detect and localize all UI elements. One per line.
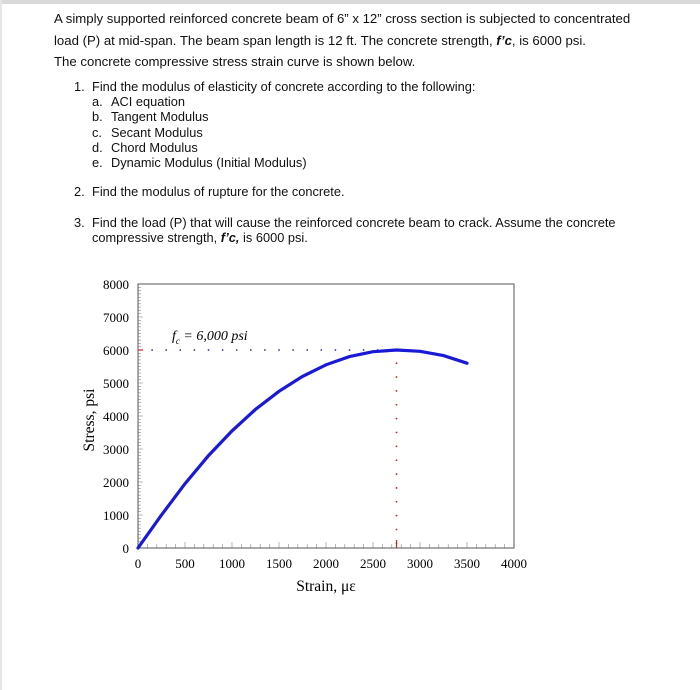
list-item: a. ACI equation (92, 94, 185, 110)
ref-dot-horizontal (250, 349, 252, 351)
y-tick-label: 2000 (103, 475, 129, 490)
top-border (0, 0, 700, 4)
ref-dot-vertical (396, 487, 398, 489)
x-tick-label: 1000 (219, 556, 245, 571)
intro-line-3: The concrete compressive stress strain curve is shown below. (54, 54, 416, 69)
question-text: Find the modulus of rupture for the concrete. (92, 184, 345, 199)
ref-dot-horizontal (292, 349, 294, 351)
list-item: e. Dynamic Modulus (Initial Modulus) (92, 155, 307, 171)
ref-dot-vertical (396, 459, 398, 461)
list-item: b. Tangent Modulus (92, 109, 209, 125)
x-tick-label: 2000 (313, 556, 339, 571)
y-tick-label: 7000 (103, 310, 129, 325)
ref-dot-vertical (396, 501, 398, 503)
x-tick-label: 1500 (266, 556, 292, 571)
ref-dot-vertical (396, 404, 398, 406)
stress-strain-curve (138, 350, 467, 548)
y-tick-labels (103, 277, 129, 556)
annotation-rest: = 6,000 psi (179, 329, 248, 344)
ref-dot-vertical (396, 418, 398, 420)
ref-dot-horizontal (208, 349, 210, 351)
x-tick-label: 3000 (407, 556, 433, 571)
ref-dot-horizontal (306, 349, 308, 351)
x-tick-label: 0 (134, 556, 142, 571)
fc-annotation (172, 329, 248, 346)
ref-dot-vertical (396, 432, 398, 434)
ref-dot-horizontal (236, 349, 238, 351)
y-tick-label: 6000 (103, 343, 129, 358)
y-tick-label: 1000 (103, 508, 129, 523)
x-tick-label: 3500 (454, 556, 480, 571)
y-tick-label: 8000 (103, 277, 129, 292)
x-axis-label: Strain, με (296, 578, 356, 595)
intro-line-2: load (P) at mid-span. The beam span length is 12 ft. The concrete strength, f’c, is 6000 psi. (54, 32, 586, 48)
x-tick-label: 2500 (360, 556, 386, 571)
ref-dot-horizontal (349, 349, 351, 351)
ref-dot-horizontal (363, 349, 365, 351)
x-tick-label: 4000 (501, 556, 527, 571)
ref-dot-horizontal (264, 349, 266, 351)
plot-frame (138, 284, 514, 548)
problem-statement (54, 8, 654, 73)
question-text: Find the modulus of elasticity of concrete according to the following: (92, 79, 476, 94)
x-tick-label: 500 (175, 556, 195, 571)
fc-symbol: f’c, (220, 230, 240, 246)
y-tick-label: 3000 (103, 442, 129, 457)
question-number: 3. (74, 215, 85, 230)
question-text-2: compressive strength, f’c, is 6000 psi. (92, 230, 308, 246)
question-text: Find the load (P) that will cause the reinforced concrete beam to crack. Assume the concrete (92, 215, 616, 230)
question-number: 2. (74, 184, 85, 199)
ref-dot-horizontal (165, 349, 167, 351)
y-axis-label: Stress, psi (81, 388, 98, 452)
ref-dot-vertical (396, 529, 398, 531)
ref-dot-horizontal (335, 349, 337, 351)
list-item: c. Secant Modulus (92, 124, 203, 140)
ref-dot-vertical (396, 515, 398, 517)
ref-dot-horizontal (320, 349, 322, 351)
ref-dot-horizontal (151, 349, 153, 351)
y-tick-label: 4000 (103, 409, 129, 424)
x-tick-labels (135, 556, 527, 571)
ref-dot-vertical (396, 390, 398, 392)
ref-dot-vertical (396, 473, 398, 475)
y-tick-label: 0 (122, 541, 129, 556)
ref-dot-vertical (396, 445, 398, 447)
list-item: d. Chord Modulus (92, 139, 198, 155)
fc-symbol: f’c (496, 32, 512, 48)
ref-dot-horizontal (222, 349, 224, 351)
annotation-f: f (172, 329, 176, 344)
ref-dot-horizontal (278, 349, 280, 351)
minor-ticks (138, 284, 514, 548)
stress-strain-chart (0, 260, 700, 600)
question-number: 1. (74, 79, 85, 94)
reference-dots (138, 349, 397, 548)
intro-line-1: A simply supported reinforced concrete beam of 6” x 12” cross section is subjected to concentrated (54, 11, 631, 26)
ref-dot-vertical (396, 362, 398, 364)
annotation-sub: c (175, 336, 180, 346)
ref-dot-vertical (396, 376, 398, 378)
ref-dot-horizontal (194, 349, 196, 351)
ref-dot-horizontal (179, 349, 181, 351)
y-tick-label: 5000 (103, 376, 129, 391)
